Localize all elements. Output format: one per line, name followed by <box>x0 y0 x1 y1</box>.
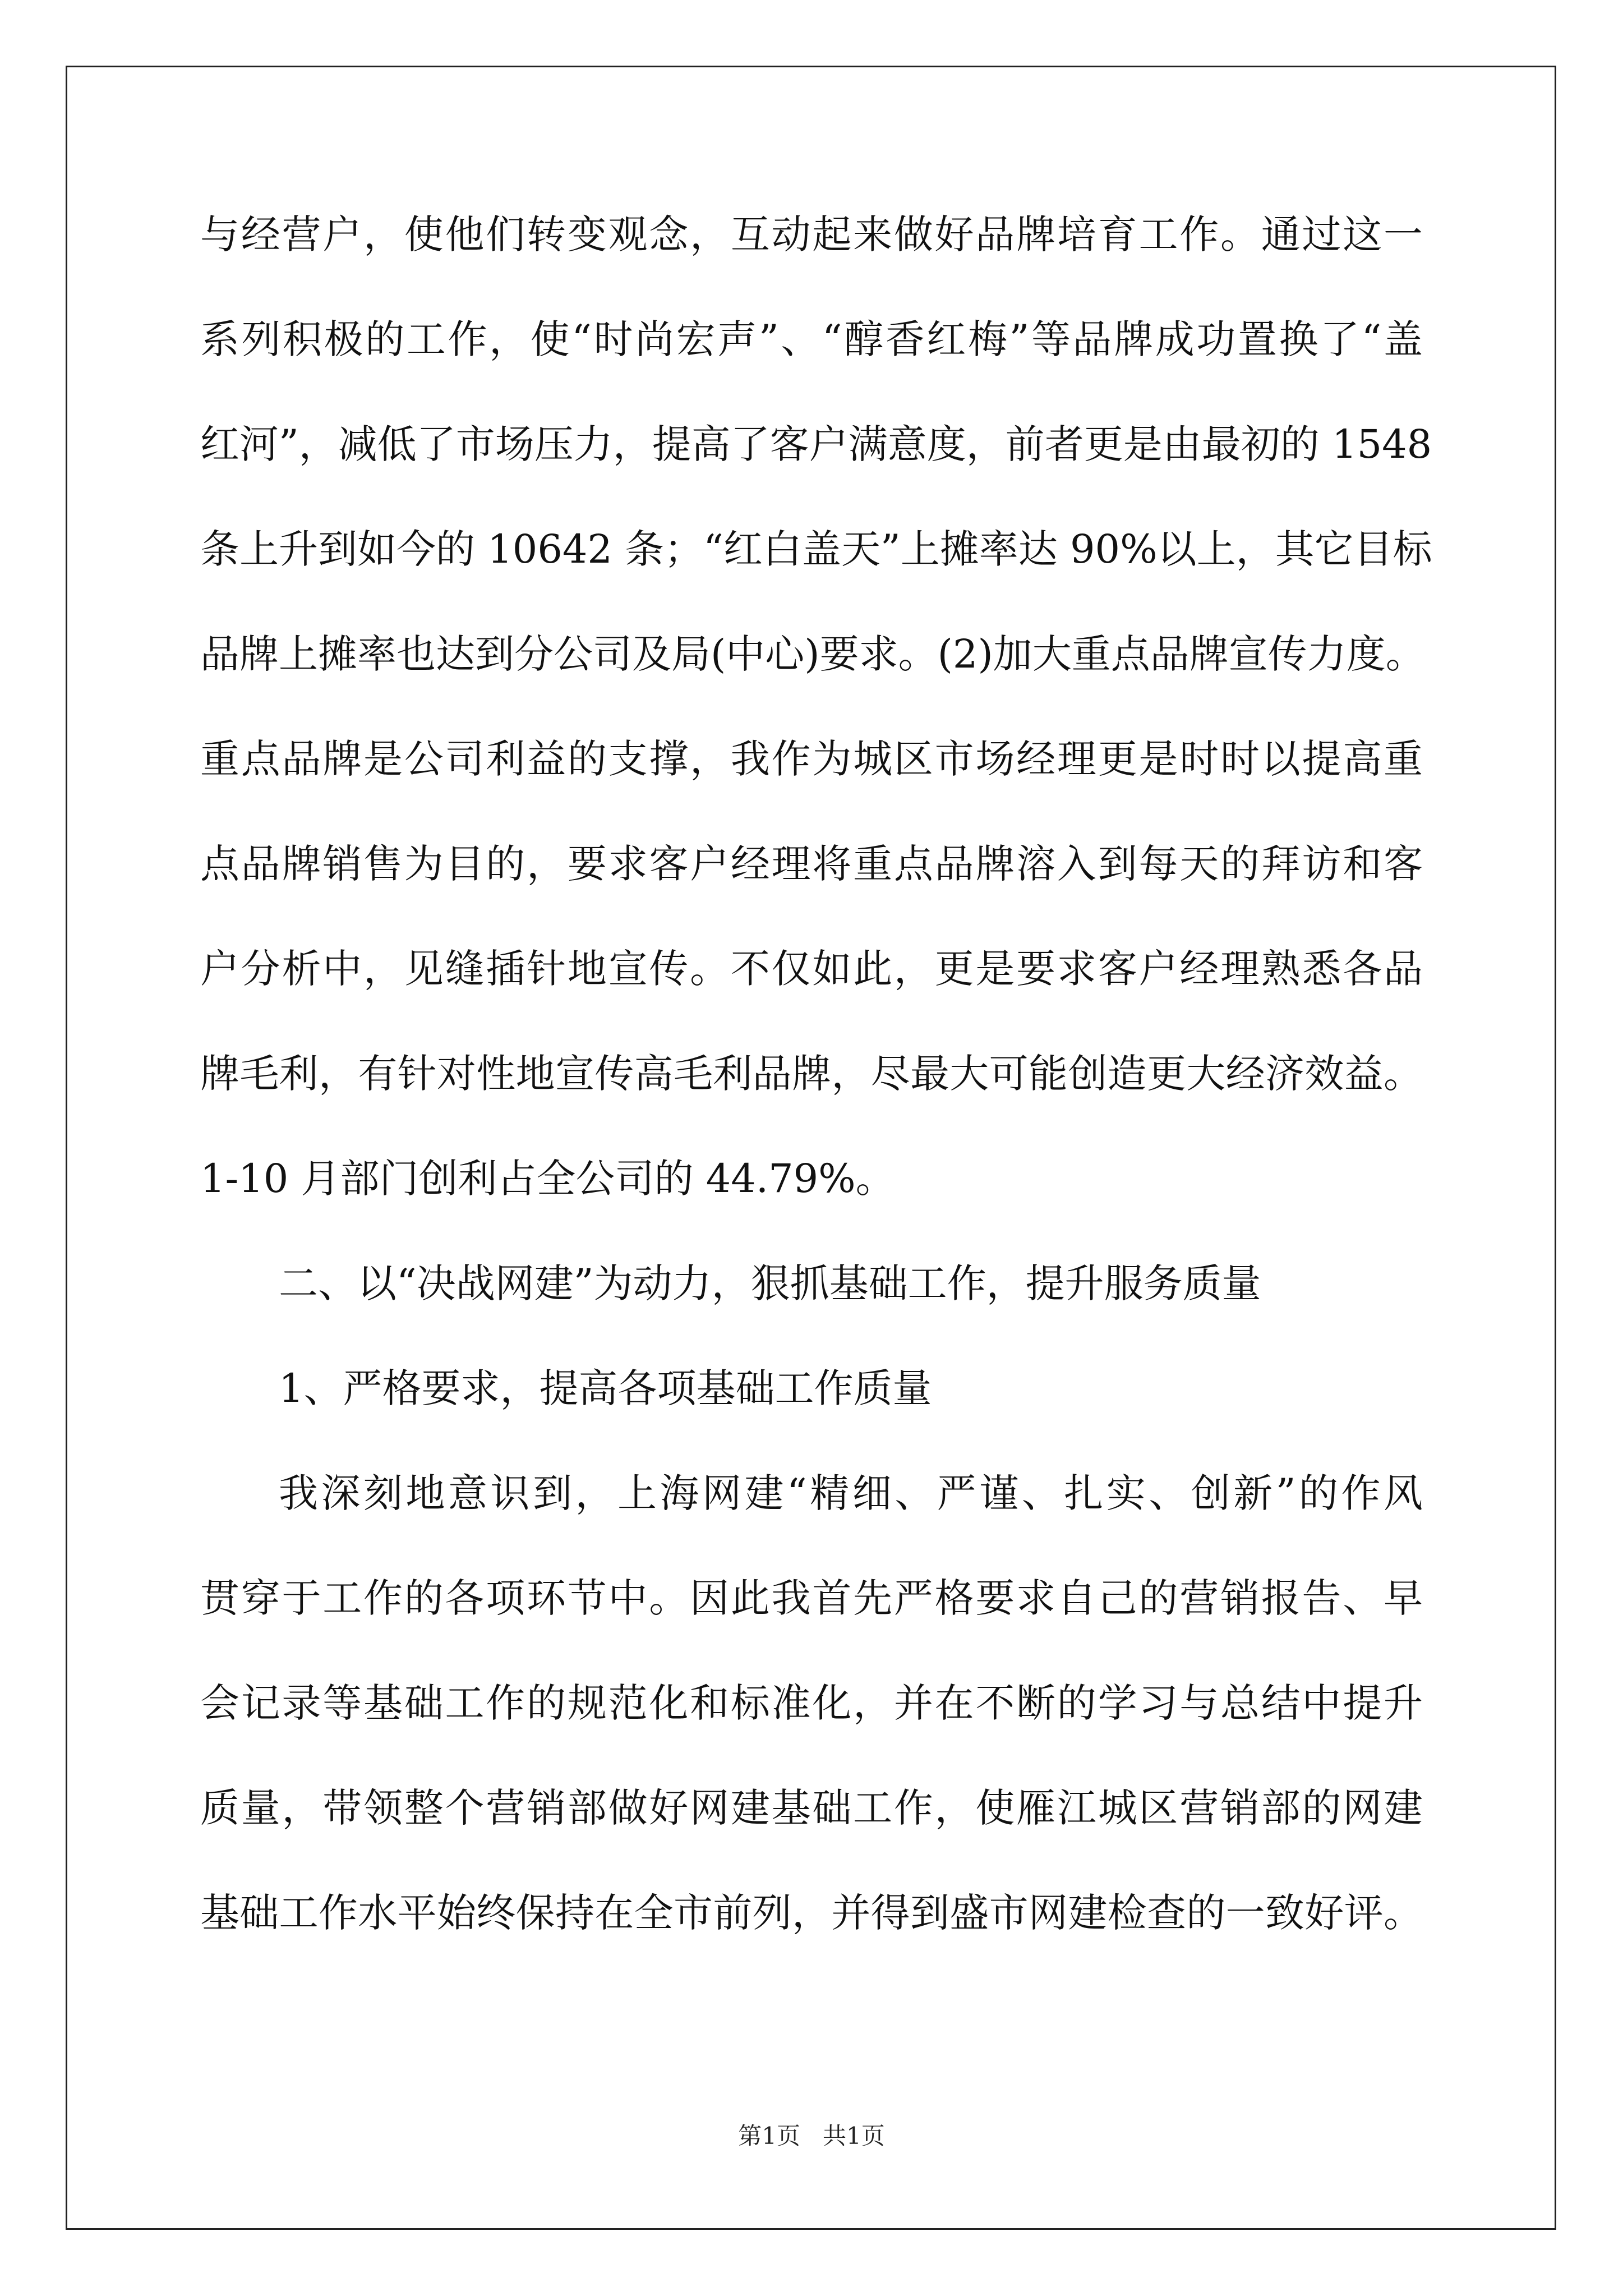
body-line: 牌毛利，有针对性地宣传高毛利品牌，尽最大可能创造更大经济效益。 <box>200 1051 1423 1097</box>
body-line: 质量，带领整个营销部做好网建基础工作，使雁江城区营销部的网建 <box>200 1785 1423 1831</box>
body-line: 户分析中，见缝插针地宣传。不仅如此，更是要求客户经理熟悉各品 <box>200 946 1423 992</box>
page-footer: 第1页 共1页 <box>738 2122 885 2150</box>
section-heading: 二、以“决战网建”为动力，狠抓基础工作，提升服务质量 <box>279 1260 1261 1306</box>
body-line: 品牌上摊率也达到分公司及局(中心)要求。(2)加大重点品牌宣传力度。 <box>200 631 1425 677</box>
body-line: 基础工作水平始终保持在全市前列，并得到盛市网建检查的一致好评。 <box>200 1890 1423 1936</box>
body-line: 系列积极的工作，使“时尚宏声”、“醇香红梅”等品牌成功置换了“盖 <box>200 316 1423 362</box>
body-line: 重点品牌是公司利益的支撑，我作为城区市场经理更是时时以提高重 <box>200 736 1423 782</box>
body-line: 与经营户，使他们转变观念，互动起来做好品牌培育工作。通过这一 <box>200 211 1423 257</box>
body-line: 点品牌销售为目的，要求客户经理将重点品牌溶入到每天的拜访和客 <box>200 841 1423 887</box>
document-body <box>200 206 1432 1990</box>
body-line: 贯穿于工作的各项环节中。因此我首先严格要求自己的营销报告、早 <box>200 1575 1423 1621</box>
body-line: 条上升到如今的 10642 条；“红白盖天”上摊率达 90%以上，其它目标 <box>200 526 1432 572</box>
body-line: 1-10 月部门创利占全公司的 44.79%。 <box>200 1156 895 1202</box>
body-line: 会记录等基础工作的规范化和标准化，并在不断的学习与总结中提升 <box>200 1680 1423 1726</box>
subsection-heading: 1、严格要求，提高各项基础工作质量 <box>279 1365 932 1411</box>
body-line: 红河”，减低了市场压力，提高了客户满意度，前者更是由最初的 1548 <box>200 421 1432 467</box>
paragraph-first-line: 我深刻地意识到，上海网建“精细、严谨、扎实、创新”的作风 <box>279 1470 1423 1516</box>
